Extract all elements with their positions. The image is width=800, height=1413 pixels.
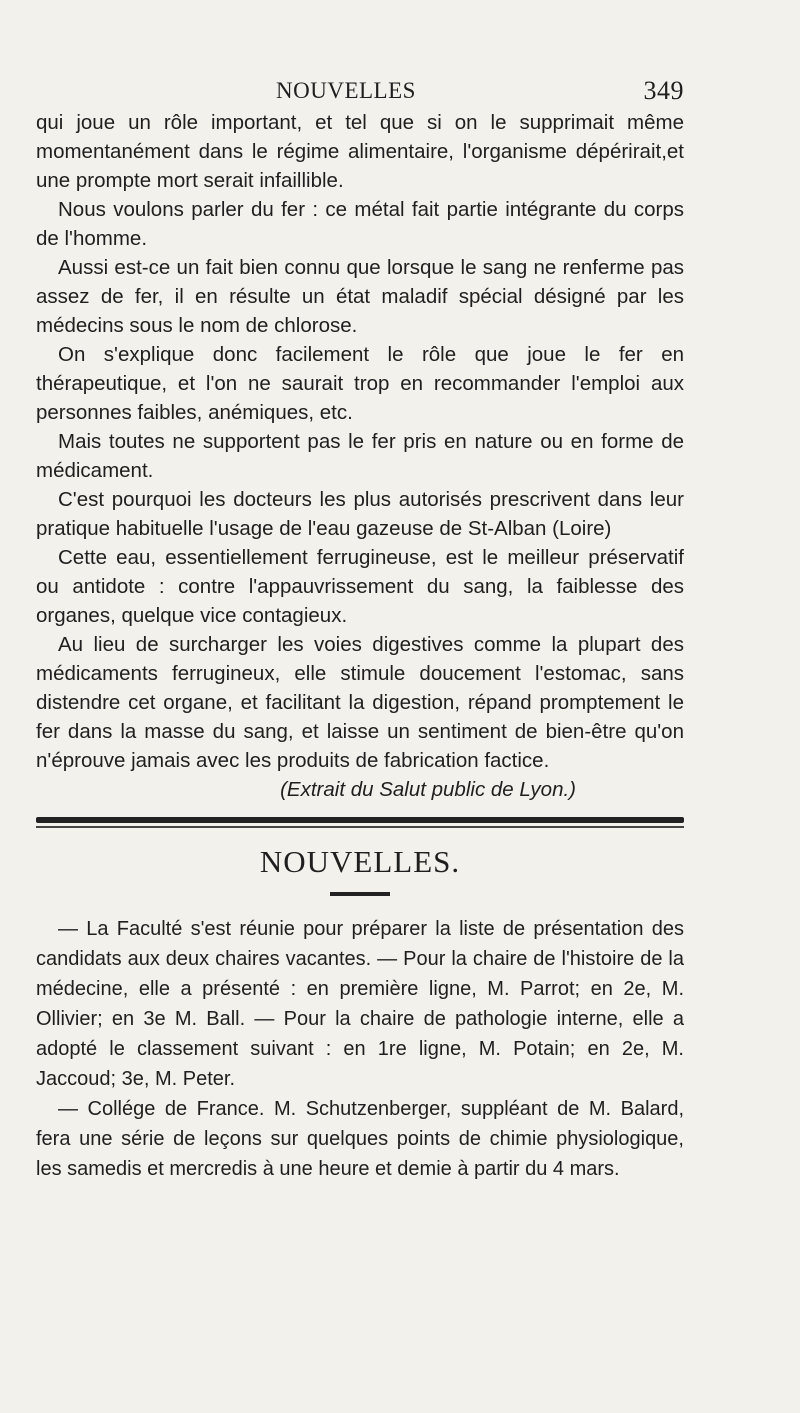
news-item: — Collége de France. M. Schutzenberger, suppléant de M. Balard, fera une série de leçons sur quelques points de chimie physiologique, les samedis et mercredis à une heure et demie à partir du 4 mars. bbox=[36, 1098, 684, 1180]
page-number: 349 bbox=[643, 76, 684, 105]
news-item: — La Faculté s'est réunie pour préparer la liste de présentation des candidats aux deux chaires vacantes. — Pour la chaire de l'histoire de la médecine, elle a présenté : en première ligne, M. Parrot; en 2e, M. Ollivier; en 3e M. Ball. — Pour la chaire de pathologie interne, elle a adopté le classement suivant : en 1re ligne, M. Potain; en 2e, M. Jaccoud; 3e, M. Peter. bbox=[36, 918, 684, 1090]
paragraph: qui joue un rôle important, et tel que si on le supprimait même momentanément dans le régime alimentaire, l'organisme dépérirait,et une prompte mort serait infaillible. bbox=[36, 111, 684, 192]
paragraph: Mais toutes ne supportent pas le fer pris en nature ou en forme de médicament. bbox=[36, 430, 684, 482]
paragraph: Aussi est-ce un fait bien connu que lorsque le sang ne renferme pas assez de fer, il en résulte un état maladif spécial désigné par les médecins sous le nom de chlorose. bbox=[36, 256, 684, 337]
paragraph: C'est pourquoi les docteurs les plus autorisés prescrivent dans leur pratique habituelle l'usage de l'eau gazeuse de St-Alban (Loire) bbox=[36, 488, 684, 540]
section-title: NOUVELLES. bbox=[259, 844, 461, 879]
paragraph: Cette eau, essentiellement ferrugineuse, est le meilleur préservatif ou antidote : contre l'appauvrissement du sang, la faiblesse des organes, quelque vice contagieux. bbox=[36, 546, 684, 627]
title-ornament-rule bbox=[330, 892, 390, 896]
running-header bbox=[36, 74, 684, 108]
news-list bbox=[36, 914, 684, 1184]
section-divider-thin bbox=[36, 826, 684, 828]
source-citation: (Extrait du Salut public de Lyon.) bbox=[280, 778, 576, 801]
page bbox=[36, 74, 684, 1184]
paragraph: Au lieu de surcharger les voies digestives comme la plupart des médicaments ferrugineux, elle stimule doucement l'estomac, sans distendre cet organe, et facilitant la digestion, répand promptement le fer dans la masse du sang, et laisse un sentiment de bien-être qu'on n'éprouve jamais avec les produits de fabrication factice. bbox=[36, 633, 684, 772]
paragraph: On s'explique donc facilement le rôle que joue le fer en thérapeutique, et l'on ne saurait trop en recommander l'emploi aux personnes faibles, anémiques, etc. bbox=[36, 343, 684, 424]
section-divider bbox=[36, 817, 684, 823]
article-body bbox=[36, 108, 684, 805]
paragraph: Nous voulons parler du fer : ce métal fait partie intégrante du corps de l'homme. bbox=[36, 198, 684, 250]
header-title: NOUVELLES bbox=[276, 78, 416, 103]
